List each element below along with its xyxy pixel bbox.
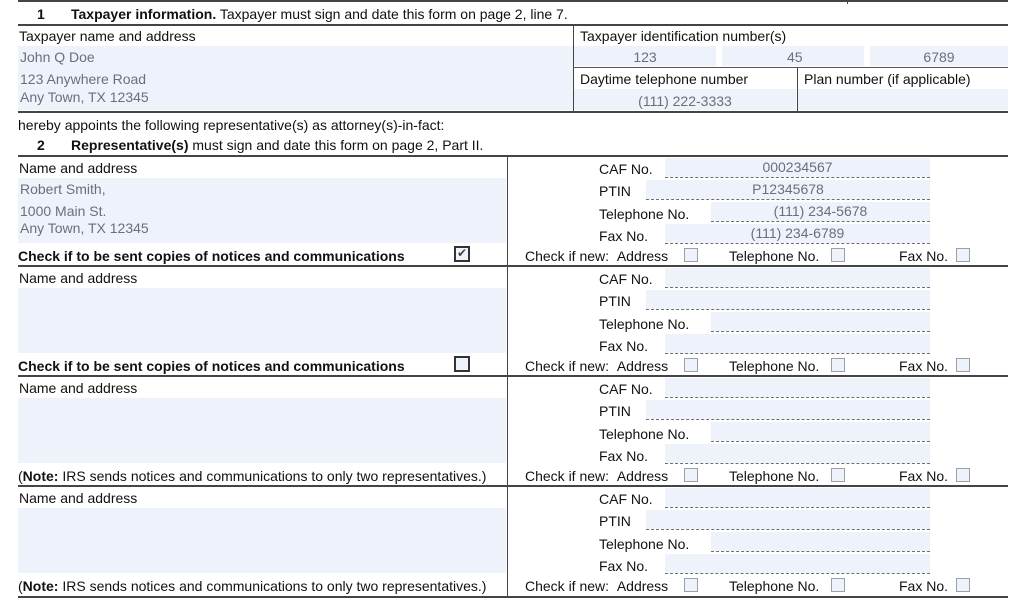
taxpayer-name: John Q Doe xyxy=(20,49,95,65)
rep4-check-if-new-label xyxy=(525,577,668,595)
part1-heading-rule xyxy=(18,24,1008,26)
rep3-ptin-field[interactable] xyxy=(646,400,930,419)
rep4-ptin-field[interactable] xyxy=(646,510,930,529)
rep1-caf-value: 000234567 xyxy=(762,159,833,175)
tin-value-part1: 123 xyxy=(633,49,657,65)
note-rest: IRS sends notices and communications to only two representatives.) xyxy=(58,468,487,484)
rep4-new-fax-label: Fax No. xyxy=(899,578,949,594)
rep2-caf-field[interactable] xyxy=(665,268,930,287)
checkmark-icon: ✔ xyxy=(457,246,468,260)
rep1-telephone-underline xyxy=(711,221,930,222)
new-address-text: Address xyxy=(616,468,669,484)
rep3-new-telephone-label: Telephone No. xyxy=(729,468,820,484)
rep1-bottom-rule xyxy=(18,265,1008,267)
rep4-caf-underline xyxy=(665,507,930,508)
rep3-new-fax-label: Fax No. xyxy=(899,468,949,484)
rep2-new-telephone-checkbox[interactable] xyxy=(831,358,845,372)
part2-heading xyxy=(71,136,483,154)
taxpayer-address-line1: 123 Anywhere Road xyxy=(20,71,147,87)
rep2-new-telephone-label: Telephone No. xyxy=(729,358,820,374)
taxpayer-address-line2: Any Town, TX 12345 xyxy=(20,89,149,105)
tin-label: Taxpayer identification number(s) xyxy=(580,28,787,44)
rep4-fax-label: Fax No. xyxy=(599,558,649,574)
rep4-caf-label: CAF No. xyxy=(599,491,653,507)
new-address-text: Address xyxy=(616,358,669,374)
rep1-fax-label: Fax No. xyxy=(599,228,649,244)
note-open-paren: ( xyxy=(18,468,23,484)
rep4-name-address-field[interactable] xyxy=(18,508,506,573)
rep3-ptin-underline xyxy=(646,419,930,420)
part2-line-number: 2 xyxy=(37,137,45,153)
rep3-check-if-new-label xyxy=(525,467,668,485)
rep2-telephone-underline xyxy=(711,331,930,332)
rep1-telephone-value: (111) 234-5678 xyxy=(773,203,868,219)
rep1-copies-label: Check if to be sent copies of notices and communications xyxy=(18,248,405,264)
rep2-caf-label: CAF No. xyxy=(599,271,653,287)
rep3-caf-field[interactable] xyxy=(665,378,930,397)
rep2-ptin-field[interactable] xyxy=(646,290,930,309)
rep4-fax-field[interactable] xyxy=(665,554,930,573)
part2-heading-bold: Representative(s) xyxy=(71,137,189,153)
note-bold: Note: xyxy=(22,578,59,594)
rep2-name-address-field[interactable] xyxy=(18,288,506,353)
rep3-telephone-underline xyxy=(711,441,930,442)
rep4-ptin-label: PTIN xyxy=(599,513,631,529)
rep1-name-address-label: Name and address xyxy=(19,160,138,176)
rep2-name-address-label: Name and address xyxy=(19,270,138,286)
rep1-caf-label: CAF No. xyxy=(599,161,653,177)
rep4-note xyxy=(18,577,486,595)
rep2-telephone-label: Telephone No. xyxy=(599,316,690,332)
rep4-fax-underline xyxy=(665,573,930,574)
rep2-new-fax-checkbox[interactable] xyxy=(956,358,970,372)
rep4-telephone-label: Telephone No. xyxy=(599,536,690,552)
rep1-check-if-new-label xyxy=(525,247,668,265)
rep4-telephone-underline xyxy=(711,551,930,552)
part1-heading-rest: Taxpayer must sign and date this form on page 2, line 7. xyxy=(216,6,568,22)
rep1-address-line1: 1000 Main St. xyxy=(20,203,107,219)
rep3-fax-label: Fax No. xyxy=(599,448,649,464)
rep3-bottom-rule xyxy=(18,485,1008,487)
daytime-phone-value: (111) 222-3333 xyxy=(638,93,732,109)
note-rest: IRS sends notices and communications to only two representatives.) xyxy=(58,578,487,594)
rep2-bottom-rule xyxy=(18,375,1008,377)
part2-heading-rule xyxy=(18,155,1008,157)
part1-heading xyxy=(71,5,568,23)
part1-bottom-rule xyxy=(18,111,1008,113)
rep4-new-telephone-checkbox[interactable] xyxy=(831,578,845,592)
rep3-fax-underline xyxy=(665,463,930,464)
rep1-ptin-value: P12345678 xyxy=(752,181,824,197)
rep3-new-address-checkbox[interactable] xyxy=(684,468,698,482)
check-if-new-text: Check if new: xyxy=(525,468,610,484)
rep1-new-fax-label: Fax No. xyxy=(899,248,949,264)
check-if-new-text: Check if new: xyxy=(525,358,610,374)
rep2-caf-underline xyxy=(665,287,930,288)
part1-line-number: 1 xyxy=(37,6,45,22)
new-address-text: Address xyxy=(616,578,669,594)
rep2-telephone-field[interactable] xyxy=(711,312,930,331)
plan-number-label: Plan number (if applicable) xyxy=(804,71,971,87)
rep4-telephone-field[interactable] xyxy=(711,532,930,551)
rep2-ptin-underline xyxy=(646,309,930,310)
rep2-copies-label: Check if to be sent copies of notices and communications xyxy=(18,358,405,374)
rep2-check-if-new-label xyxy=(525,357,668,375)
rep3-fax-field[interactable] xyxy=(665,444,930,463)
rep2-fax-field[interactable] xyxy=(665,334,930,353)
new-address-text: Address xyxy=(616,248,669,264)
rep2-new-fax-label: Fax No. xyxy=(899,358,949,374)
rep3-name-address-field[interactable] xyxy=(18,398,506,463)
appoints-text: hereby appoints the following representative(s) as attorney(s)-in-fact: xyxy=(18,117,445,133)
rep1-address-line2: Any Town, TX 12345 xyxy=(20,220,149,236)
plan-number-field[interactable] xyxy=(798,89,1008,110)
note-open-paren: ( xyxy=(18,578,23,594)
note-bold: Note: xyxy=(22,468,59,484)
rep3-new-telephone-checkbox[interactable] xyxy=(831,468,845,482)
rep3-telephone-field[interactable] xyxy=(711,422,930,441)
part1-heading-bold: Taxpayer information. xyxy=(71,6,217,22)
rep3-caf-label: CAF No. xyxy=(599,381,653,397)
rep4-caf-field[interactable] xyxy=(665,488,930,507)
check-if-new-text: Check if new: xyxy=(525,248,610,264)
rep1-ptin-underline xyxy=(646,199,930,200)
rep1-new-telephone-label: Telephone No. xyxy=(729,248,820,264)
top-divider xyxy=(847,0,848,4)
rep1-telephone-label: Telephone No. xyxy=(599,206,690,222)
rep3-note xyxy=(18,467,486,485)
rep3-name-address-label: Name and address xyxy=(19,380,138,396)
tin-value-part3: 6789 xyxy=(923,49,955,65)
rep4-new-telephone-label: Telephone No. xyxy=(729,578,820,594)
daytime-phone-label: Daytime telephone number xyxy=(580,71,749,87)
rep3-new-fax-checkbox[interactable] xyxy=(956,468,970,482)
rep1-fax-underline xyxy=(665,243,930,244)
rep1-new-telephone-checkbox[interactable] xyxy=(831,248,845,262)
rep2-copies-checkbox[interactable] xyxy=(454,356,470,372)
rep1-fax-value: (111) 234-6789 xyxy=(750,225,845,241)
rep2-fax-underline xyxy=(665,353,930,354)
rep1-name: Robert Smith, xyxy=(20,181,106,197)
tin-value-part2: 45 xyxy=(787,49,803,65)
rep2-new-address-checkbox[interactable] xyxy=(684,358,698,372)
rep4-new-fax-checkbox[interactable] xyxy=(956,578,970,592)
rep2-fax-label: Fax No. xyxy=(599,338,649,354)
rep4-name-address-label: Name and address xyxy=(19,490,138,506)
rep1-caf-underline xyxy=(665,177,930,178)
rep3-caf-underline xyxy=(665,397,930,398)
rep2-ptin-label: PTIN xyxy=(599,293,631,309)
check-if-new-text: Check if new: xyxy=(525,578,610,594)
top-rule xyxy=(18,0,1008,2)
rep4-new-address-checkbox[interactable] xyxy=(684,578,698,592)
tin-rule xyxy=(573,67,1008,68)
rep3-telephone-label: Telephone No. xyxy=(599,426,690,442)
rep1-copies-checkbox[interactable] xyxy=(454,246,470,262)
rep1-new-address-checkbox[interactable] xyxy=(684,248,698,262)
rep4-ptin-underline xyxy=(646,529,930,530)
rep1-new-fax-checkbox[interactable] xyxy=(956,248,970,262)
rep1-ptin-label: PTIN xyxy=(599,183,631,199)
taxpayer-name-address-label: Taxpayer name and address xyxy=(19,28,196,44)
rep3-ptin-label: PTIN xyxy=(599,403,631,419)
part2-heading-rest: must sign and date this form on page 2, Part II. xyxy=(188,137,484,153)
